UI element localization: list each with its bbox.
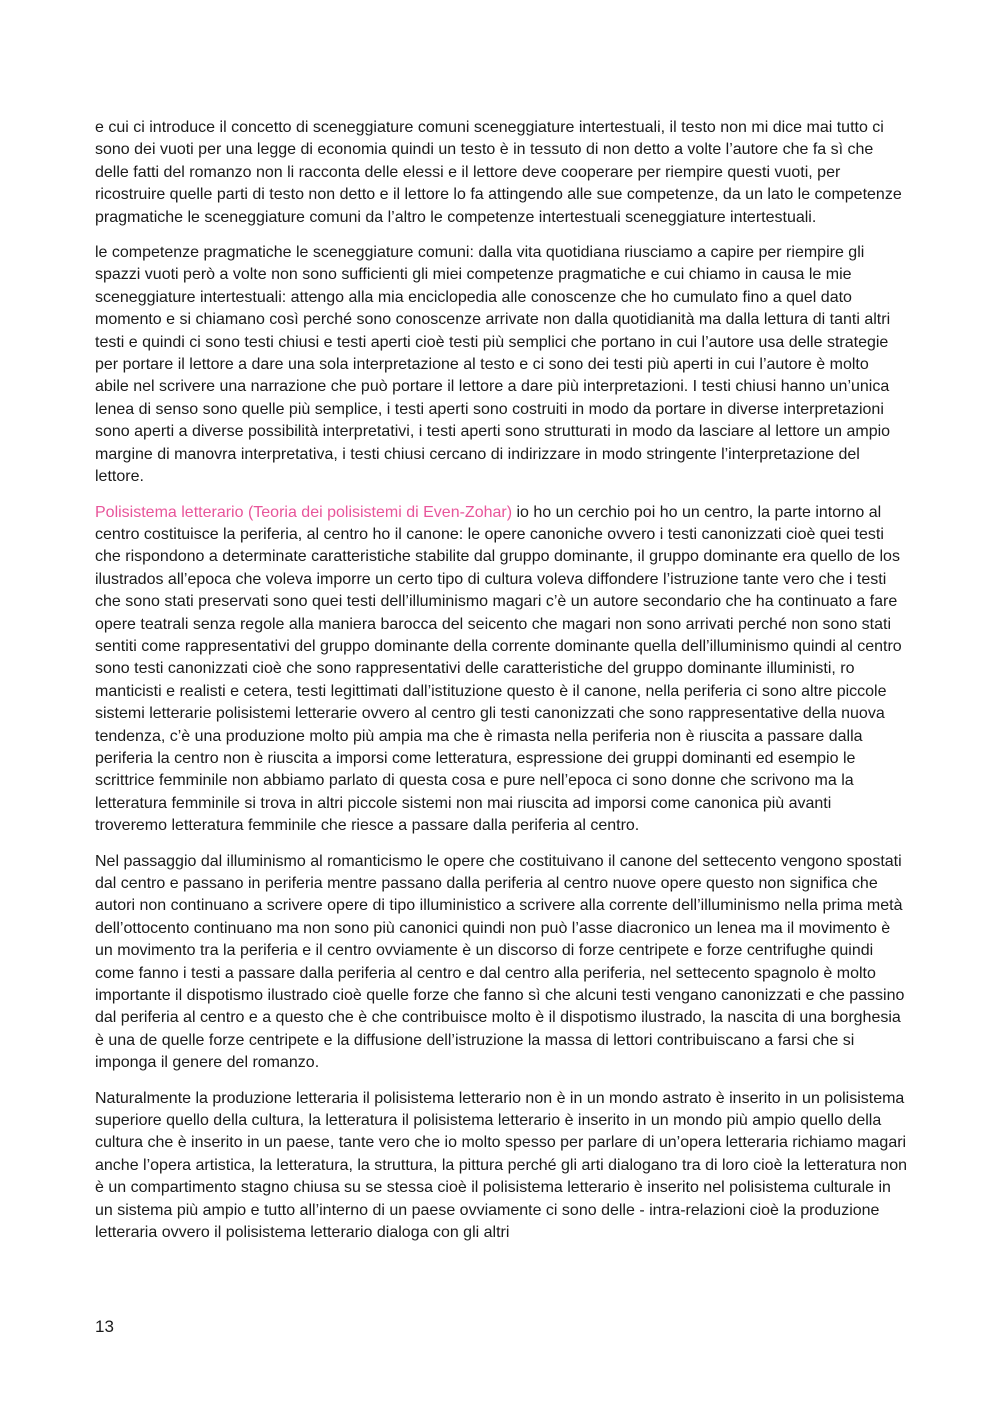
polisistema-heading: Polisistema letterario (Teoria dei polisistemi di Even-Zohar) (95, 503, 513, 521)
paragraph-sceneggiature: e cui ci introduce il concetto di sceneggiature comuni sceneggiature intertestuali, il testo non mi dice mai tutto ci sono dei vuoti per una legge di economia quindi un testo è in tessuto di non detto a volte l’autore che fa sì che delle fatti del romanzo non li racconta delle elessi e il lettore deve cooperare per riempire questi vuoti, per ricostruire quelle parti di testo non detto e il lettore lo fa attingendo alle sue competenze, da un lato le competenze pragmatiche le sceneggiature comuni da l’altro le competenze intertestuali sceneggiature intertestuali. (95, 119, 902, 226)
paragraph-polisistema-cultura: Naturalmente la produzione letteraria il polisistema letterario non è in un mondo astrato è inserito in un polisistema superiore quello della cultura, la letteratura il polisistema letterario è inserito in un mondo più ampio quello della cultura che è inserito in un paese, tante vero che io molto spesso per parlare di un’opera letteraria richiamo magari anche l’opera artistica, la letteratura, la struttura, la pittura perché gli arti dialogano tra di loro cioè la letteratura non è un compartimento stagno chiusa su se stessa cioè il polisistema letterario è inserito nel polisistema culturale in un sistema più ampio e tutto all’interno di un paese ovviamente ci sono delle - intra-relazioni cioè la produzione letteraria ovvero il polisistema letterario dialoga con gli altri (95, 1089, 907, 1242)
polisistema-text: io ho un cerchio poi ho un centro, la parte intorno al centro costituisce la periferia, al centro ho il canone: le opere canoniche ovvero i testi canonizzati cioè quei testi che rispondono a determinate caratteristiche stabilite dal gruppo dominante, il gruppo dominante era quello de los ilustrados all’epoca che voleva imporre un certo tipo di cultura voleva diffondere l’istruzione tante vero che i testi che sono stati preservati sono quei testi dell’illuminismo magari c’è un autore secondario che ha continuato a fare opere teatrali senza regole alla maniera barocca del seicento che magari non sono arrivati perché non sono stati sentiti come rappresentativi del gruppo dominante della corrente dominante quella dell’illuminismo quindi al centro sono testi canonizzati cioè che sono rappresentativi delle caratteristiche del gruppo dominante illuministi, ro manticisti e realisti e cetera, testi legittimati dall’istituzione questo è il canone, nella periferia ci sono altre piccole sistemi letterarie polisistemi letterarie ovvero al centro gli testi canonizzati che sono rappresentative della nuova tendenza, c’è una produzione molto più ampia ma che è rimasta nella periferia non è riuscita a passare dalla periferia la centro non è riuscita a imporsi come letteratura, espressione dei gruppi dominanti ed esempio le scrittrice femminile non abbiamo parlato di questa cosa e pure nell’epoca ci sono donne che scrivono ma la letteratura femminile si trova in altri piccole sistemi non mai riuscita ad imporsi come canonica più avanti troveremo letteratura femminile che riesce a passare dalla periferia al centro. (95, 503, 902, 835)
document-page (95, 117, 907, 1258)
page-number: 13 (95, 1317, 114, 1336)
paragraph-passaggio-romanticismo: Nel passaggio dal illuminismo al romanticismo le opere che costituivano il canone del settecento vengono spostati dal centro e passano in periferia mentre passano dalla periferia al centro nuove opere questo non significa che autori non continuano a scrivere opere di tipo illuministico a scrivere alla corrente dell’illuminismo nella prima metà dell’ottocento continuano ma non sono più canonici quindi non può l’asse diacronico un lenea ma il movimento è un movimento tra la periferia e il centro ovviamente è un discorso di forze centripete e forze centrifughe quindi come fanno i testi a passare dalla periferia al centro e dal centro alla periferia, nel settecento spagnolo è molto importante il dispotismo ilustrado cioè quelle forze che fanno sì che alcuni testi vengano canonizzati e che passino dal periferia al centro e a questo che è che contribuisce molto è il dispotismo ilustrado, la nascita di una borghesia è una de quelle forze centripete e la diffusione dell’istruzione la massa di lettori contribuiscano a farsi che si imponga il genere del romanzo. (95, 852, 905, 1072)
paragraph-competenze-pragmatiche: le competenze pragmatiche le sceneggiature comuni: dalla vita quotidiana riusciamo a capire per riempire gli spazzi vuoti però a volte non sono sufficienti gli miei competenze pragmatiche e cui chiamo in causa le mie sceneggiature intertestuali: attengo alla mia enciclopedia alle conoscenze che ho cumulato fino a quel dato momento e si chiamano così perché sono conoscenze arrivate non dalla quotidianità ma dalla lettura di tanti altri testi e quindi ci sono testi chiusi e testi aperti cioè testi più semplici che portano in cui l’autore usa delle strategie per portare il lettore a dare una sola interpretazione al testo e ci sono dei testi più aperti in cui l’autore è molto abile nel scrivere una narrazione che può portare il lettore a dare più interpretazioni. I testi chiusi hanno un’unica lenea di senso sono quelle più semplice, i testi aperti sono costruiti in modo da portare in diverse interpretazioni sono aperti a diverse possibilità interpretativi, i testi aperti sono strutturati in modo da lasciare al lettore un ampio margine di manovra interpretativa, i testi chiusi cercano di indirizzare in modo stringente l’interpretazione del lettore. (95, 244, 891, 486)
paragraph-polisistema (95, 502, 907, 838)
